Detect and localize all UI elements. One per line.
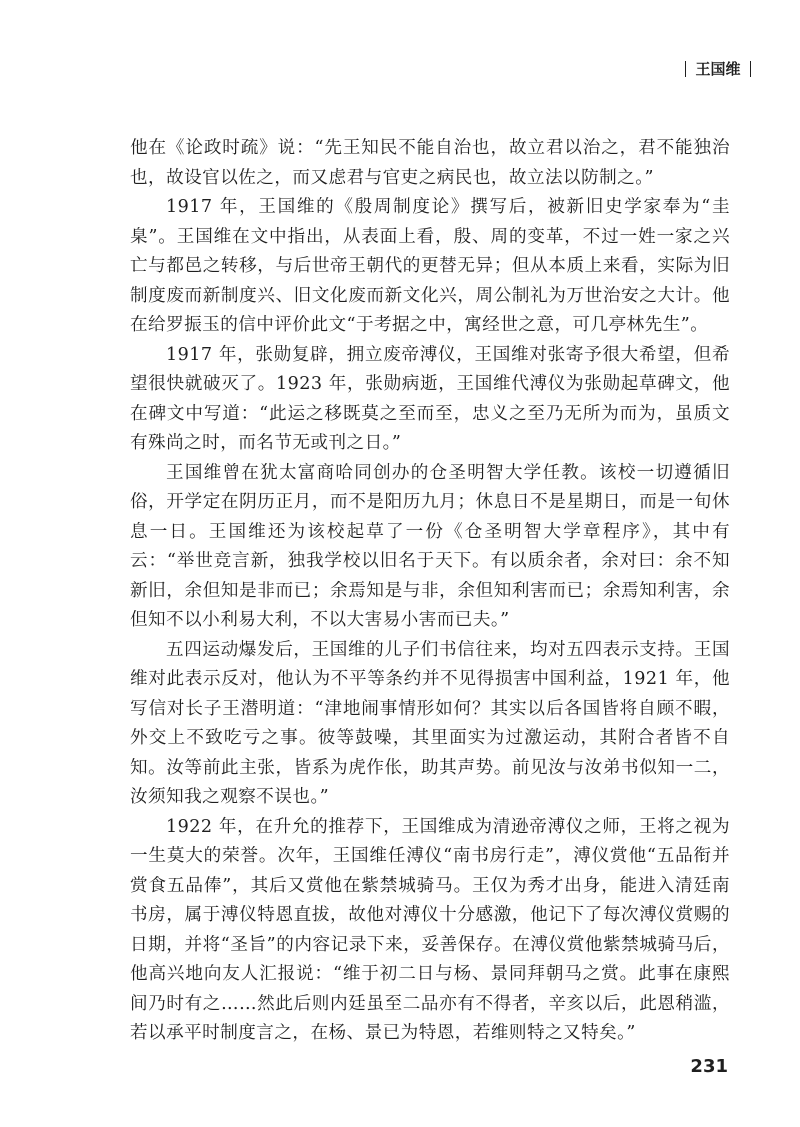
- paragraph-6: 1922 年，在升允的推荐下，王国维成为清逊帝溥仪之师，王将之视为一生莫大的荣誉。次年，王国维任溥仪“南书房行走”，溥仪赏他“五品衔并赏食五品俸”，其后又赏他在紫禁城骑马。王仅为秀才出身，能进入清廷南书房，属于溥仪特恩直拔，故他对溥仪十分感激，他记下了每次溥仪赏赐的日期，并将“圣旨”的内容记录下来，妥善保存。在溥仪赏他紫禁城骑马后，他高兴地向友人汇报说：“维于初二日与杨、景同拜朝马之赏。此事在康熙间乃时有之……然此后则内廷虽至二品亦有不得者，辛亥以后，此恩稍滥，若以承平时制度言之，在杨、景已为特恩，若维则特之又特矣。”: [130, 816, 730, 1043]
- running-header: [676, 58, 760, 79]
- paragraph-3: 1917 年，张勋复辟，拥立废帝溥仪，王国维对张寄予很大希望，但希望很快就破灭了。1923 年，张勋病逝，王国维代溥仪为张勋起草碑文，他在碑文中写道：“此运之移既莫之至而至，忠义之至乃无所为而为，虽质文有殊尚之时，而名节无或刊之日。”: [130, 344, 730, 453]
- paragraph-5: 五四运动爆发后，王国维的儿子们书信往来，均对五四表示支持。王国维对此表示反对，他认为不平等条约并不见得损害中国利益，1921 年，他写信对长子王潜明道：“津地闹事情形如何？其实以后各国皆将自顾不暇，外交上不致吃亏之事。彼等鼓噪，其里面实为过激运动，其附合者皆不自知。汝等前此主张，皆系为虎作伥，助其声势。前见汝与汝弟书似知一二，汝须知我之观察不误也。”: [130, 639, 730, 807]
- paragraph-1: 他在《论政时疏》说：“先王知民不能自治也，故立君以治之，君不能独治也，故设官以佐之，而又虑君与官吏之病民也，故立法以防制之。”: [130, 138, 730, 188]
- header-divider-right: [750, 61, 752, 77]
- header-title: 王国维: [695, 60, 741, 78]
- page-number: 231: [690, 1056, 728, 1077]
- header-divider-left: [685, 61, 687, 77]
- paragraph-2: 1917 年，王国维的《殷周制度论》撰写后，被新旧史学家奉为“圭臬”。王国维在文中指出，从表面上看，殷、周的变革，不过一姓一家之兴亡与都邑之转移，与后世帝王朝代的更替无异；但从本质上来看，实际为旧制度废而新制度兴、旧文化废而新文化兴，周公制礼为万世治安之大计。他在给罗振玉的信中评价此文“于考据之中，寓经世之意，可几亭林先生”。: [130, 197, 730, 335]
- page-body: [130, 134, 730, 1049]
- paragraph-4: 王国维曾在犹太富商哈同创办的仓圣明智大学任教。该校一切遵循旧俗，开学定在阴历正月，而不是阳历九月；休息日不是星期日，而是一旬休息一日。王国维还为该校起草了一份《仓圣明智大学章程序》，其中有云：“举世竞言新，独我学校以旧名于天下。有以质余者，余对曰：余不知新旧，余但知是非而已；余焉知是与非，余但知利害而已；余焉知利害，余但知不以小利易大利，不以大害易小害而已夫。”: [130, 462, 730, 630]
